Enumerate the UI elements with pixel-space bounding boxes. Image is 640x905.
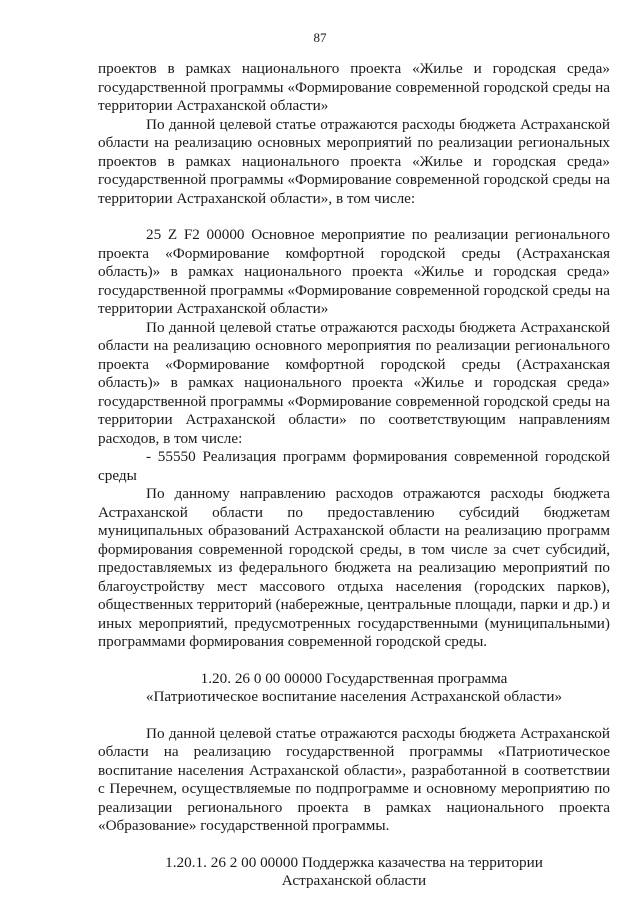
paragraph-main-activity-description: По данной целевой статье отражаются расходы бюджета Астраханской области на реализацию основного мероприятия по реализации регионального проекта «Формирование комфортной городской среды (Астраханская область)» в рамках национального проекта «Жилье и городская среда» государственной программы «Формирование современной городской среды на территории Астраханской области» по соответствующим направлениям расходов, в том числе: (98, 318, 610, 447)
spacer (98, 836, 610, 854)
paragraph-expense-direction-description: По данному направлению расходов отражаются расходы бюджета Астраханской области по предоставлению субсидий бюджетам муниципальных образований Астраханской области на реализацию программ формирования современной городской среды, в том числе за счет субсидий, предоставляемых из федерального бюджета на реализацию мероприятий по благоустройству мест массового отдыха населения (городских парков), общественных территорий (набережные, центральные площади, парки и др.) и иных мероприятий, предусмотренных государственными (муниципальными) программами формирования современной городской среды. (98, 485, 610, 650)
section-heading-1-20-1-line1: 1.20.1. 26 2 00 00000 Поддержка казачества на территории (165, 853, 543, 871)
paragraph-target-article-description: По данной целевой статье отражаются расходы бюджета Астраханской области на реализацию основных мероприятий по реализации региональных проектов в рамках национального проекта «Жилье и городская среда» государственной программы «Формирование современной городской среды на территории Астраханской области», в том числе: (98, 115, 610, 207)
paragraph-main-activity-25ZF2: 25 Z F2 00000 Основное мероприятие по реализации регионального проекта «Формирование комфортной городской среды (Астраханская область)» в рамках национального проекта «Жилье и городская среда» государственной программы «Формирование современной городской среды на территории Астраханской области» (98, 226, 610, 317)
section-heading-1-20-line1: 1.20. 26 0 00 00000 Государственная программа (200, 669, 508, 687)
spacer (98, 652, 610, 670)
section-heading-1-20-line2: «Патриотическое воспитание населения Астраханской области» (145, 688, 563, 705)
document-body (98, 60, 610, 891)
page-number: 87 (313, 30, 327, 45)
spacer (98, 208, 610, 226)
section-heading-1-20-1-line2: Астраханской области (281, 872, 427, 889)
paragraph-continuation: проектов в рамках национального проекта «Жилье и городская среда» государственной программы «Формирование современной городской среды на территории Астраханской области» (98, 60, 610, 114)
paragraph-expense-direction-55550: - 55550 Реализация программ формирования современной городской среды (98, 448, 610, 484)
paragraph-program-description: По данной целевой статье отражаются расходы бюджета Астраханской области на реализацию государственной программы «Патриотическое воспитание населения Астраханской области», разработанной в соответствии с Перечнем, осуществляемые по подпрограмме и основному мероприятию по реализации регионального проекта в рамках национального проекта «Образование» государственной программы. (98, 724, 610, 834)
spacer (98, 707, 610, 725)
